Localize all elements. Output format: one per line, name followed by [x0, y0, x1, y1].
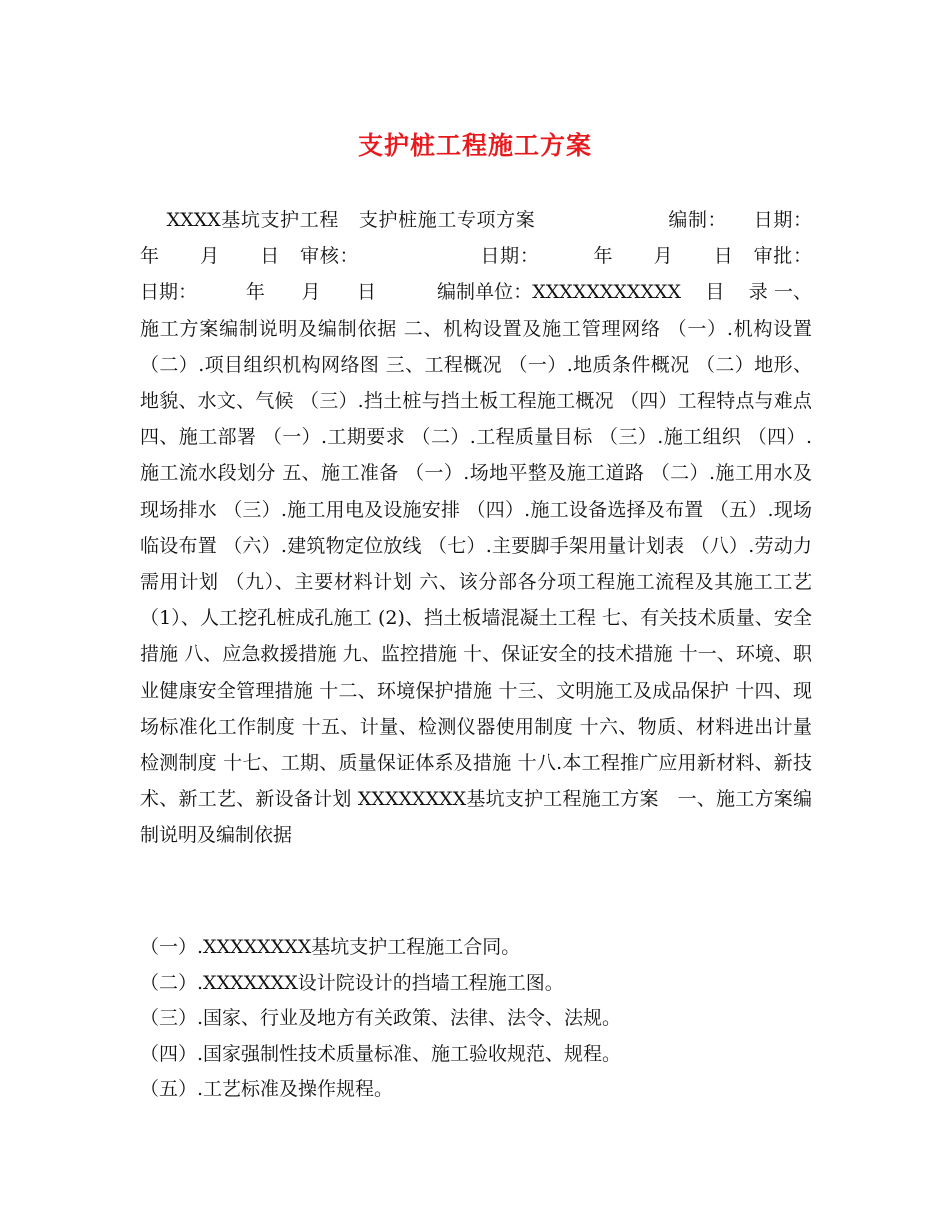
- basis-item-contract: （一）.XXXXXXXX基坑支护工程施工合同。: [140, 936, 521, 958]
- basis-item-design-drawings: （二）.XXXXXXX设计院设计的挡墙工程施工图。: [140, 971, 564, 994]
- basis-item-policies: （三）.国家、行业及地方有关政策、法律、法令、法规。: [140, 1007, 622, 1029]
- basis-item-process-standards: （五）.工艺标准及操作规程。: [140, 1078, 394, 1100]
- compilation-basis-list: [140, 930, 830, 1108]
- document-body-paragraph: XXXX基坑支护工程 支护桩施工专项方案 编制： 日期： 年 月 日 审核： 日期： 年 月 日 审批： 日期： 年 月 日 编制单位：XXXXXXXXXXX 目 录 一、施工方案编制说明及编制依据 二、机构设置及施工管理网络 （一）.机构设置 （二）.项目组织机构网络图 三、工程概况 （一）.地质条件概况 （二）地形、地貌、水文、气候 （三）.挡土桩与挡土板工程施工概况 （四）工程特点与难点 四、施工部署 （一）.工期要求 （二）.工程质量目标 （三）.施工组织 （四）.施工流水段划分 五、施工准备 （一）.场地平整及施工道路 （二）.施工用水及现场排水 （三）.施工用电及设施安排 （四）.施工设备选择及布置 （五）.现场临设布置 （六）.建筑物定位放线 （七）.主要脚手架用量计划表 （八）.劳动力需用计划 （九）、主要材料计划 六、该分部各分项工程施工流程及其施工工艺 （1）、人工挖孔桩成孔施工 (2)、挡土板墙混凝土工程 七、有关技术质量、安全措施 八、应急救援措施 九、监控措施 十、保证安全的技术措施 十一、环境、职业健康安全管理措施 十二、环境保护措施 十三、文明施工及成品保护 十四、现场标准化工作制度 十五、计量、检测仪器使用制度 十六、物质、材料进出计量检测制度 十七、工期、质量保证体系及措施 十八.本工程推广应用新材料、新技术、新工艺、新设备计划 XXXXXXXX基坑支护工程施工方案 一、施工方案编制说明及编制依据: [140, 209, 897, 847]
- document-title: 支护桩工程施工方案: [357, 131, 592, 160]
- basis-item-standards: （四）.国家强制性技术质量标准、施工验收规范、规程。: [140, 1042, 622, 1065]
